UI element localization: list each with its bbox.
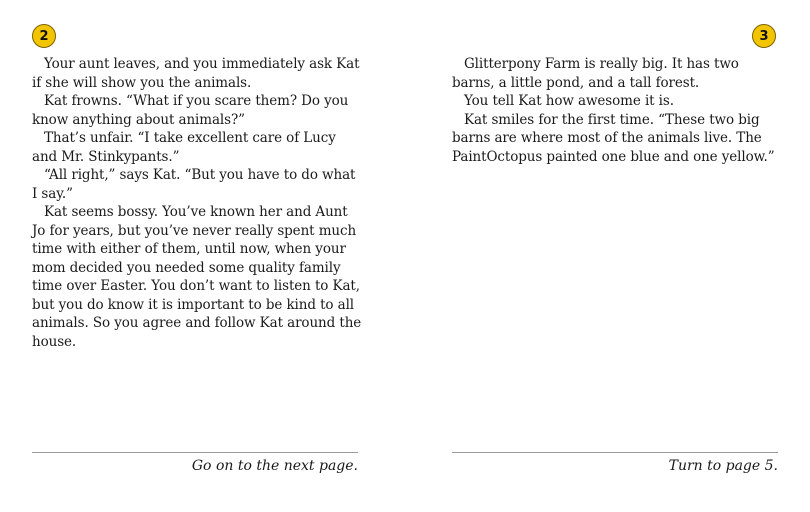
footer-divider-right	[452, 452, 778, 453]
right-paragraph-2: You tell Kat how awesome it is.	[464, 93, 674, 109]
left-paragraph-2: Kat frowns. “What if you scare them? Do you know anything about animals?”	[32, 93, 349, 128]
left-paragraph-4: “All right,” says Kat. “But you have to do what I say.”	[32, 167, 356, 202]
left-paragraph-5: Kat seems bossy. You’ve known her and Aunt Jo for years, but you’ve never really spent much time with either of them, until now, when your mom decided you needed some quality family time over Easter. You don’t want to listen to Kat, but you do know it is important to be kind to all animals. So you agree and follow Kat around the house.	[32, 204, 362, 350]
right-paragraph-1: Glitterpony Farm is really big. It has two barns, a little pond, and a tall forest.	[452, 56, 739, 91]
page-number-badge-right: 3	[752, 24, 776, 48]
page-number-badge-left: 2	[32, 24, 56, 48]
right-paragraph-3: Kat smiles for the first time. “These two big barns are where most of the animals live. The PaintOctopus painted one blue and one yellow.”	[452, 111, 775, 165]
turn-to-page-link[interactable]: Turn to page 5.	[668, 458, 778, 474]
left-paragraph-1: Your aunt leaves, and you immediately ask Kat if she will show you the animals.	[32, 56, 360, 91]
next-page-instruction: Go on to the next page.	[191, 458, 358, 474]
left-paragraph-3: That’s unfair. “I take excellent care of Lucy and Mr. Stinkypants.”	[32, 130, 336, 165]
right-page-text	[452, 55, 782, 166]
left-page-text	[32, 55, 362, 351]
footer-divider-left	[32, 452, 358, 453]
